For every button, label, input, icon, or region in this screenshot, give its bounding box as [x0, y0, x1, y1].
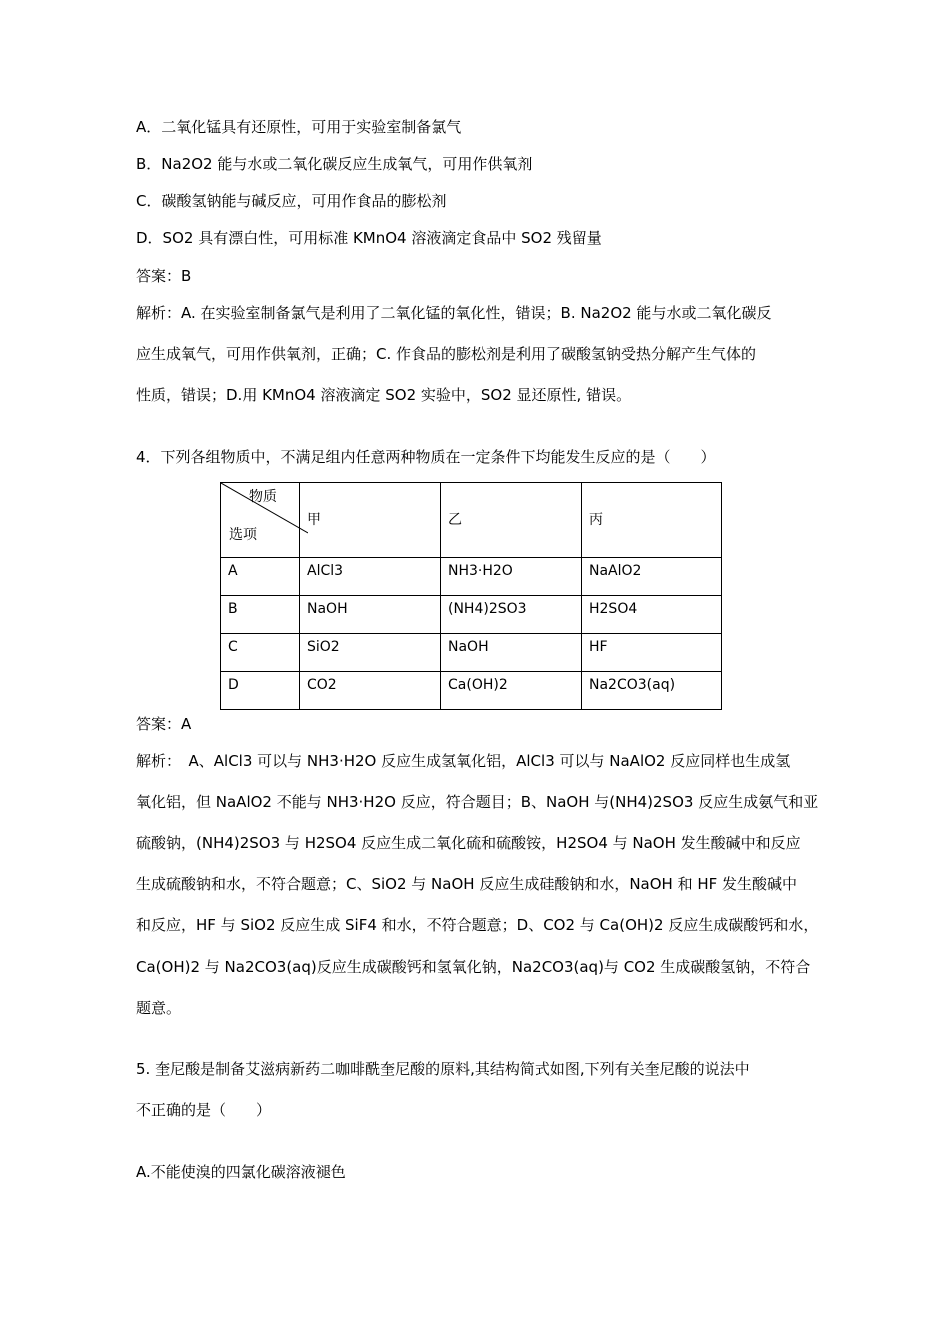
- q4-analysis-line: 硫酸钠，(NH4)2SO3 与 H2SO4 反应生成二氧化硫和硫酸铵，H2SO4 与 NaOH 发生酸碱中和反应: [136, 834, 801, 852]
- q4-stem: 4．下列各组物质中，不满足组内任意两种物质在一定条件下均能发生反应的是（ ）: [136, 448, 716, 466]
- diagonal-header-cell: [221, 483, 300, 558]
- q3-option-b: B．Na2O2 能与水或二氧化碳反应生成氧气，可用作供氧剂: [136, 155, 533, 173]
- diag-label-substance: 物质: [249, 489, 277, 505]
- table-row: [221, 596, 722, 634]
- q4-analysis-line: 生成硫酸钠和水，不符合题意；C、SiO2 与 NaOH 反应生成硅酸钠和水，NaOH 和 HF 发生酸碱中: [136, 875, 798, 893]
- table-cell: SiO2: [307, 639, 340, 655]
- q4-analysis-line: 和反应，HF 与 SiO2 反应生成 SiF4 和水，不符合题意；D、CO2 与 Ca(OH)2 反应生成碳酸钙和水，: [136, 916, 819, 934]
- row-option: D: [228, 677, 239, 693]
- table-row: [221, 634, 722, 672]
- q3-analysis-line: 解析：A. 在实验室制备氯气是利用了二氧化锰的氧化性，错误；B. Na2O2 能与水或二氧化碳反: [136, 304, 772, 322]
- table-header: 乙: [441, 483, 582, 558]
- table-cell: H2SO4: [589, 601, 638, 617]
- q3-option-d: D．SO2 具有漂白性，可用标准 KMnO4 溶液滴定食品中 SO2 残留量: [136, 229, 602, 247]
- table-row: [221, 672, 722, 710]
- table-row: [221, 558, 722, 596]
- table-cell: NaAlO2: [589, 563, 642, 579]
- q3-option-a: A．二氧化锰具有还原性，可用于实验室制备氯气: [136, 118, 462, 136]
- table-header-row: [221, 483, 722, 558]
- q5-stem-line: 不正确的是（ ）: [136, 1101, 272, 1119]
- q4-analysis-line: Ca(OH)2 与 Na2CO3(aq)反应生成碳酸钙和氢氧化钠，Na2CO3(aq)与 CO2 生成碳酸氢钠，不符合: [136, 958, 811, 976]
- table-header: 丙: [582, 483, 722, 558]
- q3-analysis-line: 应生成氧气，可用作供氧剂，正确；C. 作食品的膨松剂是利用了碳酸氢钠受热分解产生气体的: [136, 345, 757, 363]
- table-cell: NaOH: [307, 601, 348, 617]
- q5-option-a: A.不能使溴的四氯化碳溶液褪色: [136, 1163, 346, 1181]
- q4-table: [220, 482, 722, 710]
- table-cell: NH3·H2O: [448, 563, 513, 579]
- q3-analysis-line: 性质，错误；D.用 KMnO4 溶液滴定 SO2 实验中，SO2 显还原性, 错误。: [136, 386, 632, 404]
- row-option: B: [228, 601, 238, 617]
- table-cell: CO2: [307, 677, 337, 693]
- diag-label-option: 选项: [229, 527, 257, 543]
- table-cell: Na2CO3(aq): [589, 677, 676, 693]
- table-cell: HF: [589, 639, 608, 655]
- q4-analysis-line: 题意。: [136, 999, 182, 1017]
- table-cell: AlCl3: [307, 563, 344, 579]
- table-cell: NaOH: [448, 639, 489, 655]
- q3-option-c: C．碳酸氢钠能与碱反应，可用作食品的膨松剂: [136, 192, 447, 210]
- row-option: A: [228, 563, 238, 579]
- q5-stem-line: 5. 奎尼酸是制备艾滋病新药二咖啡酰奎尼酸的原料,其结构简式如图,下列有关奎尼酸的说法中: [136, 1060, 750, 1078]
- q4-answer: 答案：A: [136, 715, 192, 733]
- table-cell: Ca(OH)2: [448, 677, 508, 693]
- q4-analysis-line: 解析： A、AlCl3 可以与 NH3·H2O 反应生成氢氧化铝，AlCl3 可以与 NaAlO2 反应同样也生成氢: [136, 752, 791, 770]
- table-header: 甲: [300, 483, 441, 558]
- row-option: C: [228, 639, 238, 655]
- table-cell: (NH4)2SO3: [448, 601, 527, 617]
- q4-analysis-line: 氧化铝，但 NaAlO2 不能与 NH3·H2O 反应，符合题目；B、NaOH 与(NH4)2SO3 反应生成氨气和亚: [136, 793, 819, 811]
- q3-answer: 答案：B: [136, 267, 192, 285]
